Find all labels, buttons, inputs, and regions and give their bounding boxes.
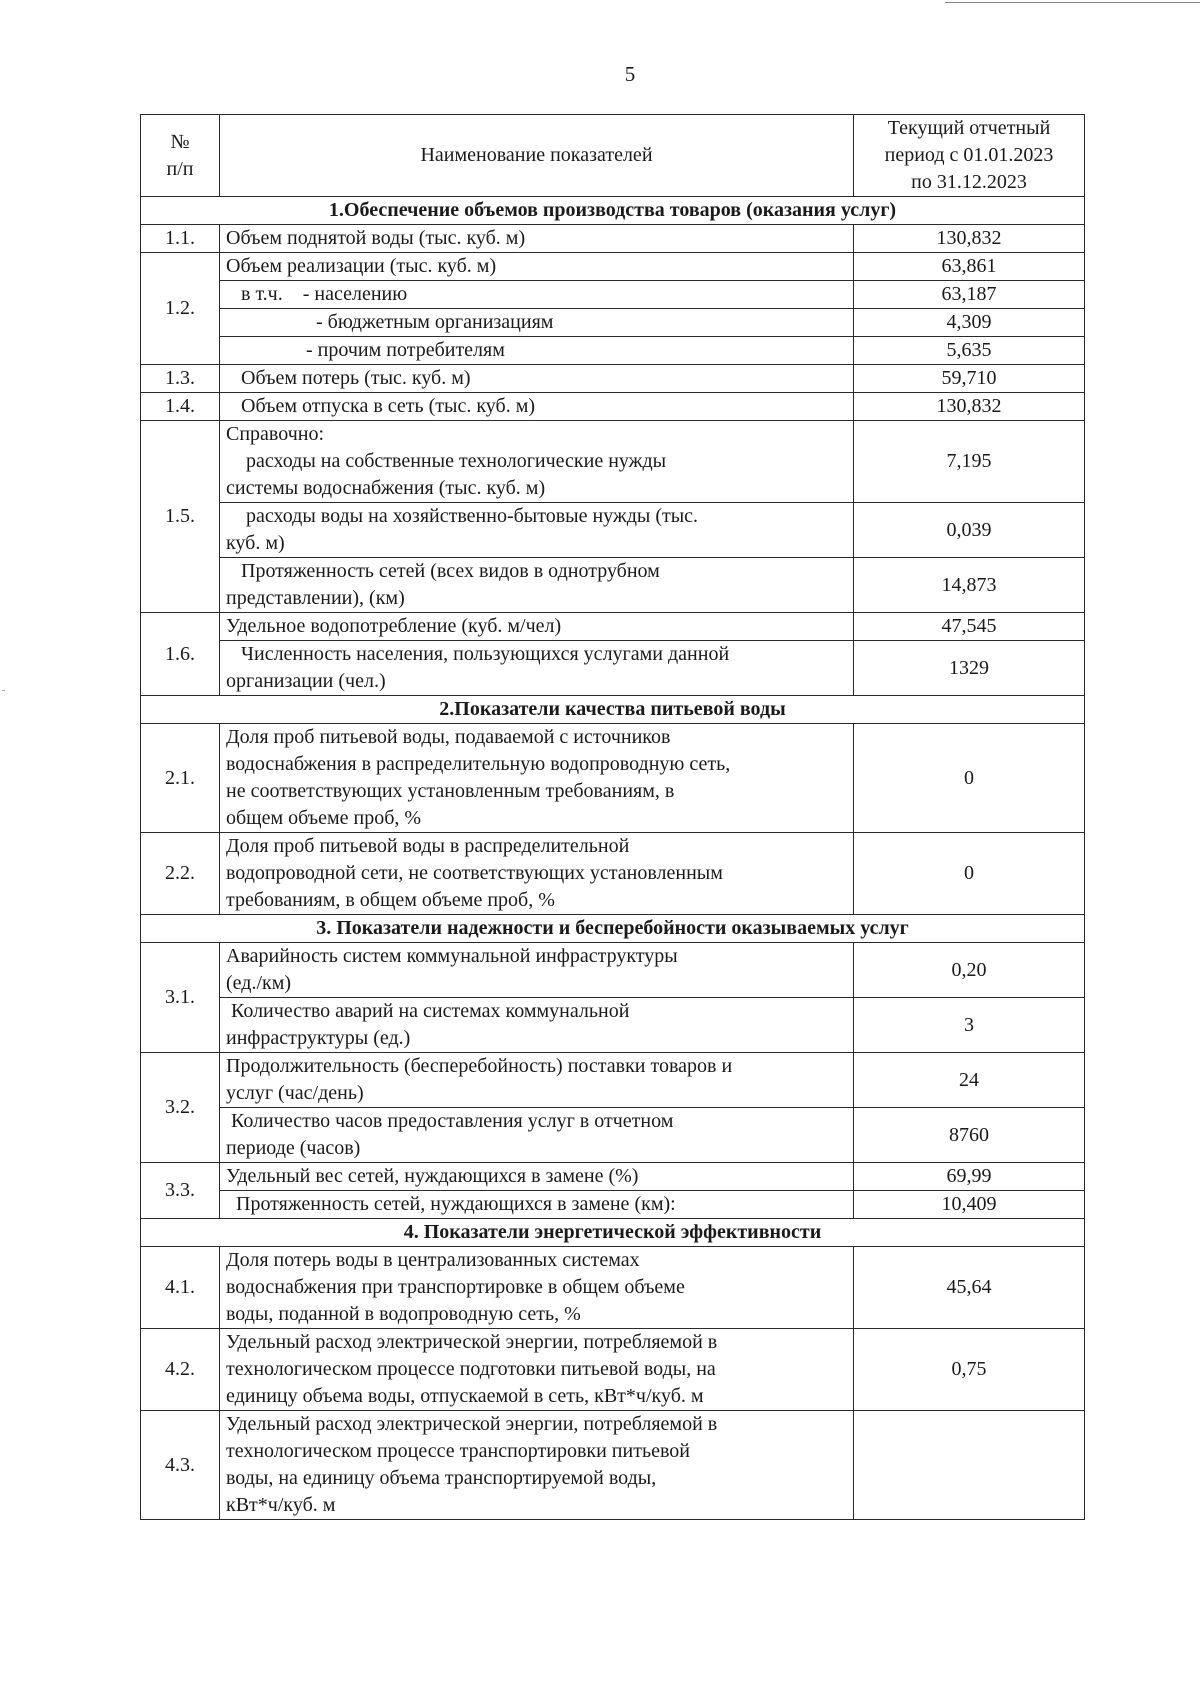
row-name: Объем реализации (тыс. куб. м) [220, 253, 854, 281]
table-row [141, 998, 1085, 1053]
row-num: 1.6. [141, 613, 220, 696]
table-row [141, 337, 1085, 365]
row-name: Доля проб питьевой воды в распределительной водопроводной сети, не соответствующих установленным требованиям, в общем объеме проб, % [220, 833, 854, 915]
row-value: 0,75 [854, 1329, 1085, 1411]
row-value: 7,195 [854, 421, 1085, 503]
row-name: - прочим потребителям [220, 337, 854, 365]
row-value: 63,187 [854, 281, 1085, 309]
table-row [141, 281, 1085, 309]
row-name: Количество часов предоставления услуг в отчетном периоде (часов) [220, 1108, 854, 1163]
table-row [141, 225, 1085, 253]
row-value: 45,64 [854, 1247, 1085, 1329]
row-name: - бюджетным организациям [220, 309, 854, 337]
row-name: Удельный вес сетей, нуждающихся в замене (%) [220, 1163, 854, 1191]
row-value: 5,635 [854, 337, 1085, 365]
row-value: 47,545 [854, 613, 1085, 641]
row-name: Удельный расход электрической энергии, потребляемой в технологическом процессе транспортировки питьевой воды, на единицу объема транспортируемой воды, кВт*ч/куб. м [220, 1411, 854, 1520]
table-row [141, 1163, 1085, 1191]
table-row [141, 421, 1085, 503]
row-value: 3 [854, 998, 1085, 1053]
section-title-1: 1.Обеспечение объемов производства товаров (оказания услуг) [141, 197, 1085, 225]
row-name: Доля потерь воды в централизованных системах водоснабжения при транспортировке в общем объеме воды, поданной в водопроводную сеть, % [220, 1247, 854, 1329]
table-row [141, 613, 1085, 641]
table-header-row [141, 115, 1085, 197]
table-row [141, 724, 1085, 833]
row-num: 2.2. [141, 833, 220, 915]
table-row [141, 253, 1085, 281]
table-row [141, 1411, 1085, 1520]
row-num: 2.1. [141, 724, 220, 833]
row-num: 4.1. [141, 1247, 220, 1329]
row-value: 1329 [854, 641, 1085, 696]
table-row [141, 943, 1085, 998]
row-name: Доля проб питьевой воды, подаваемой с источников водоснабжения в распределительную водопроводную сеть, не соответствующих установленным требованиям, в общем объеме проб, % [220, 724, 854, 833]
header-num: № п/п [141, 115, 220, 197]
section-title-3: 3. Показатели надежности и бесперебойности оказываемых услуг [141, 915, 1085, 943]
row-name: Объем поднятой воды (тыс. куб. м) [220, 225, 854, 253]
section-row [141, 696, 1085, 724]
header-name: Наименование показателей [220, 115, 854, 197]
table-row [141, 393, 1085, 421]
table-row [141, 1329, 1085, 1411]
table-row [141, 641, 1085, 696]
row-value: 130,832 [854, 393, 1085, 421]
scan-edge-line [945, 2, 1200, 3]
row-value: 130,832 [854, 225, 1085, 253]
row-value: 69,99 [854, 1163, 1085, 1191]
row-num: 3.2. [141, 1053, 220, 1163]
row-value: 59,710 [854, 365, 1085, 393]
row-value: 0 [854, 724, 1085, 833]
row-name: расходы воды на хозяйственно-бытовые нужды (тыс. куб. м) [220, 503, 854, 558]
scan-margin-mark [2, 690, 5, 691]
section-row [141, 1219, 1085, 1247]
row-num: 1.1. [141, 225, 220, 253]
row-name: Продолжительность (бесперебойность) поставки товаров и услуг (час/день) [220, 1053, 854, 1108]
table-row [141, 503, 1085, 558]
page-number: 5 [624, 62, 636, 86]
section-row [141, 915, 1085, 943]
row-name: Аварийность систем коммунальной инфраструктуры (ед./км) [220, 943, 854, 998]
row-value: 14,873 [854, 558, 1085, 613]
row-name: Справочно: расходы на собственные технологические нужды системы водоснабжения (тыс. куб. м) [220, 421, 854, 503]
row-value: 4,309 [854, 309, 1085, 337]
row-value: 24 [854, 1053, 1085, 1108]
row-name: в т.ч. - населению [220, 281, 854, 309]
row-num: 3.1. [141, 943, 220, 1053]
header-period: Текущий отчетный период с 01.01.2023 по 31.12.2023 [854, 115, 1085, 197]
section-title-2: 2.Показатели качества питьевой воды [141, 696, 1085, 724]
row-name: Численность населения, пользующихся услугами данной организации (чел.) [220, 641, 854, 696]
row-num: 4.3. [141, 1411, 220, 1520]
table-row [141, 365, 1085, 393]
row-num: 1.4. [141, 393, 220, 421]
row-name: Количество аварий на системах коммунальной инфраструктуры (ед.) [220, 998, 854, 1053]
section-title-4: 4. Показатели энергетической эффективности [141, 1219, 1085, 1247]
row-num: 1.3. [141, 365, 220, 393]
row-num: 1.2. [141, 253, 220, 365]
section-row [141, 197, 1085, 225]
table-row [141, 1053, 1085, 1108]
row-value: 8760 [854, 1108, 1085, 1163]
indicators-table [140, 114, 1085, 1520]
table-row [141, 558, 1085, 613]
row-num: 4.2. [141, 1329, 220, 1411]
row-name: Протяженность сетей, нуждающихся в замене (км): [220, 1191, 854, 1219]
row-value: 0,20 [854, 943, 1085, 998]
table-row [141, 309, 1085, 337]
row-value: 63,861 [854, 253, 1085, 281]
row-num: 3.3. [141, 1163, 220, 1219]
row-name: Объем потерь (тыс. куб. м) [220, 365, 854, 393]
row-name: Объем отпуска в сеть (тыс. куб. м) [220, 393, 854, 421]
row-name: Удельное водопотребление (куб. м/чел) [220, 613, 854, 641]
table-row [141, 1191, 1085, 1219]
table-row [141, 1247, 1085, 1329]
row-value [854, 1411, 1085, 1520]
row-value: 0 [854, 833, 1085, 915]
table-row [141, 1108, 1085, 1163]
row-value: 0,039 [854, 503, 1085, 558]
table-row [141, 833, 1085, 915]
row-name: Протяженность сетей (всех видов в однотрубном представлении), (км) [220, 558, 854, 613]
row-num: 1.5. [141, 421, 220, 613]
row-value: 10,409 [854, 1191, 1085, 1219]
row-name: Удельный расход электрической энергии, потребляемой в технологическом процессе подготовки питьевой воды, на единицу объема воды, отпускаемой в сеть, кВт*ч/куб. м [220, 1329, 854, 1411]
